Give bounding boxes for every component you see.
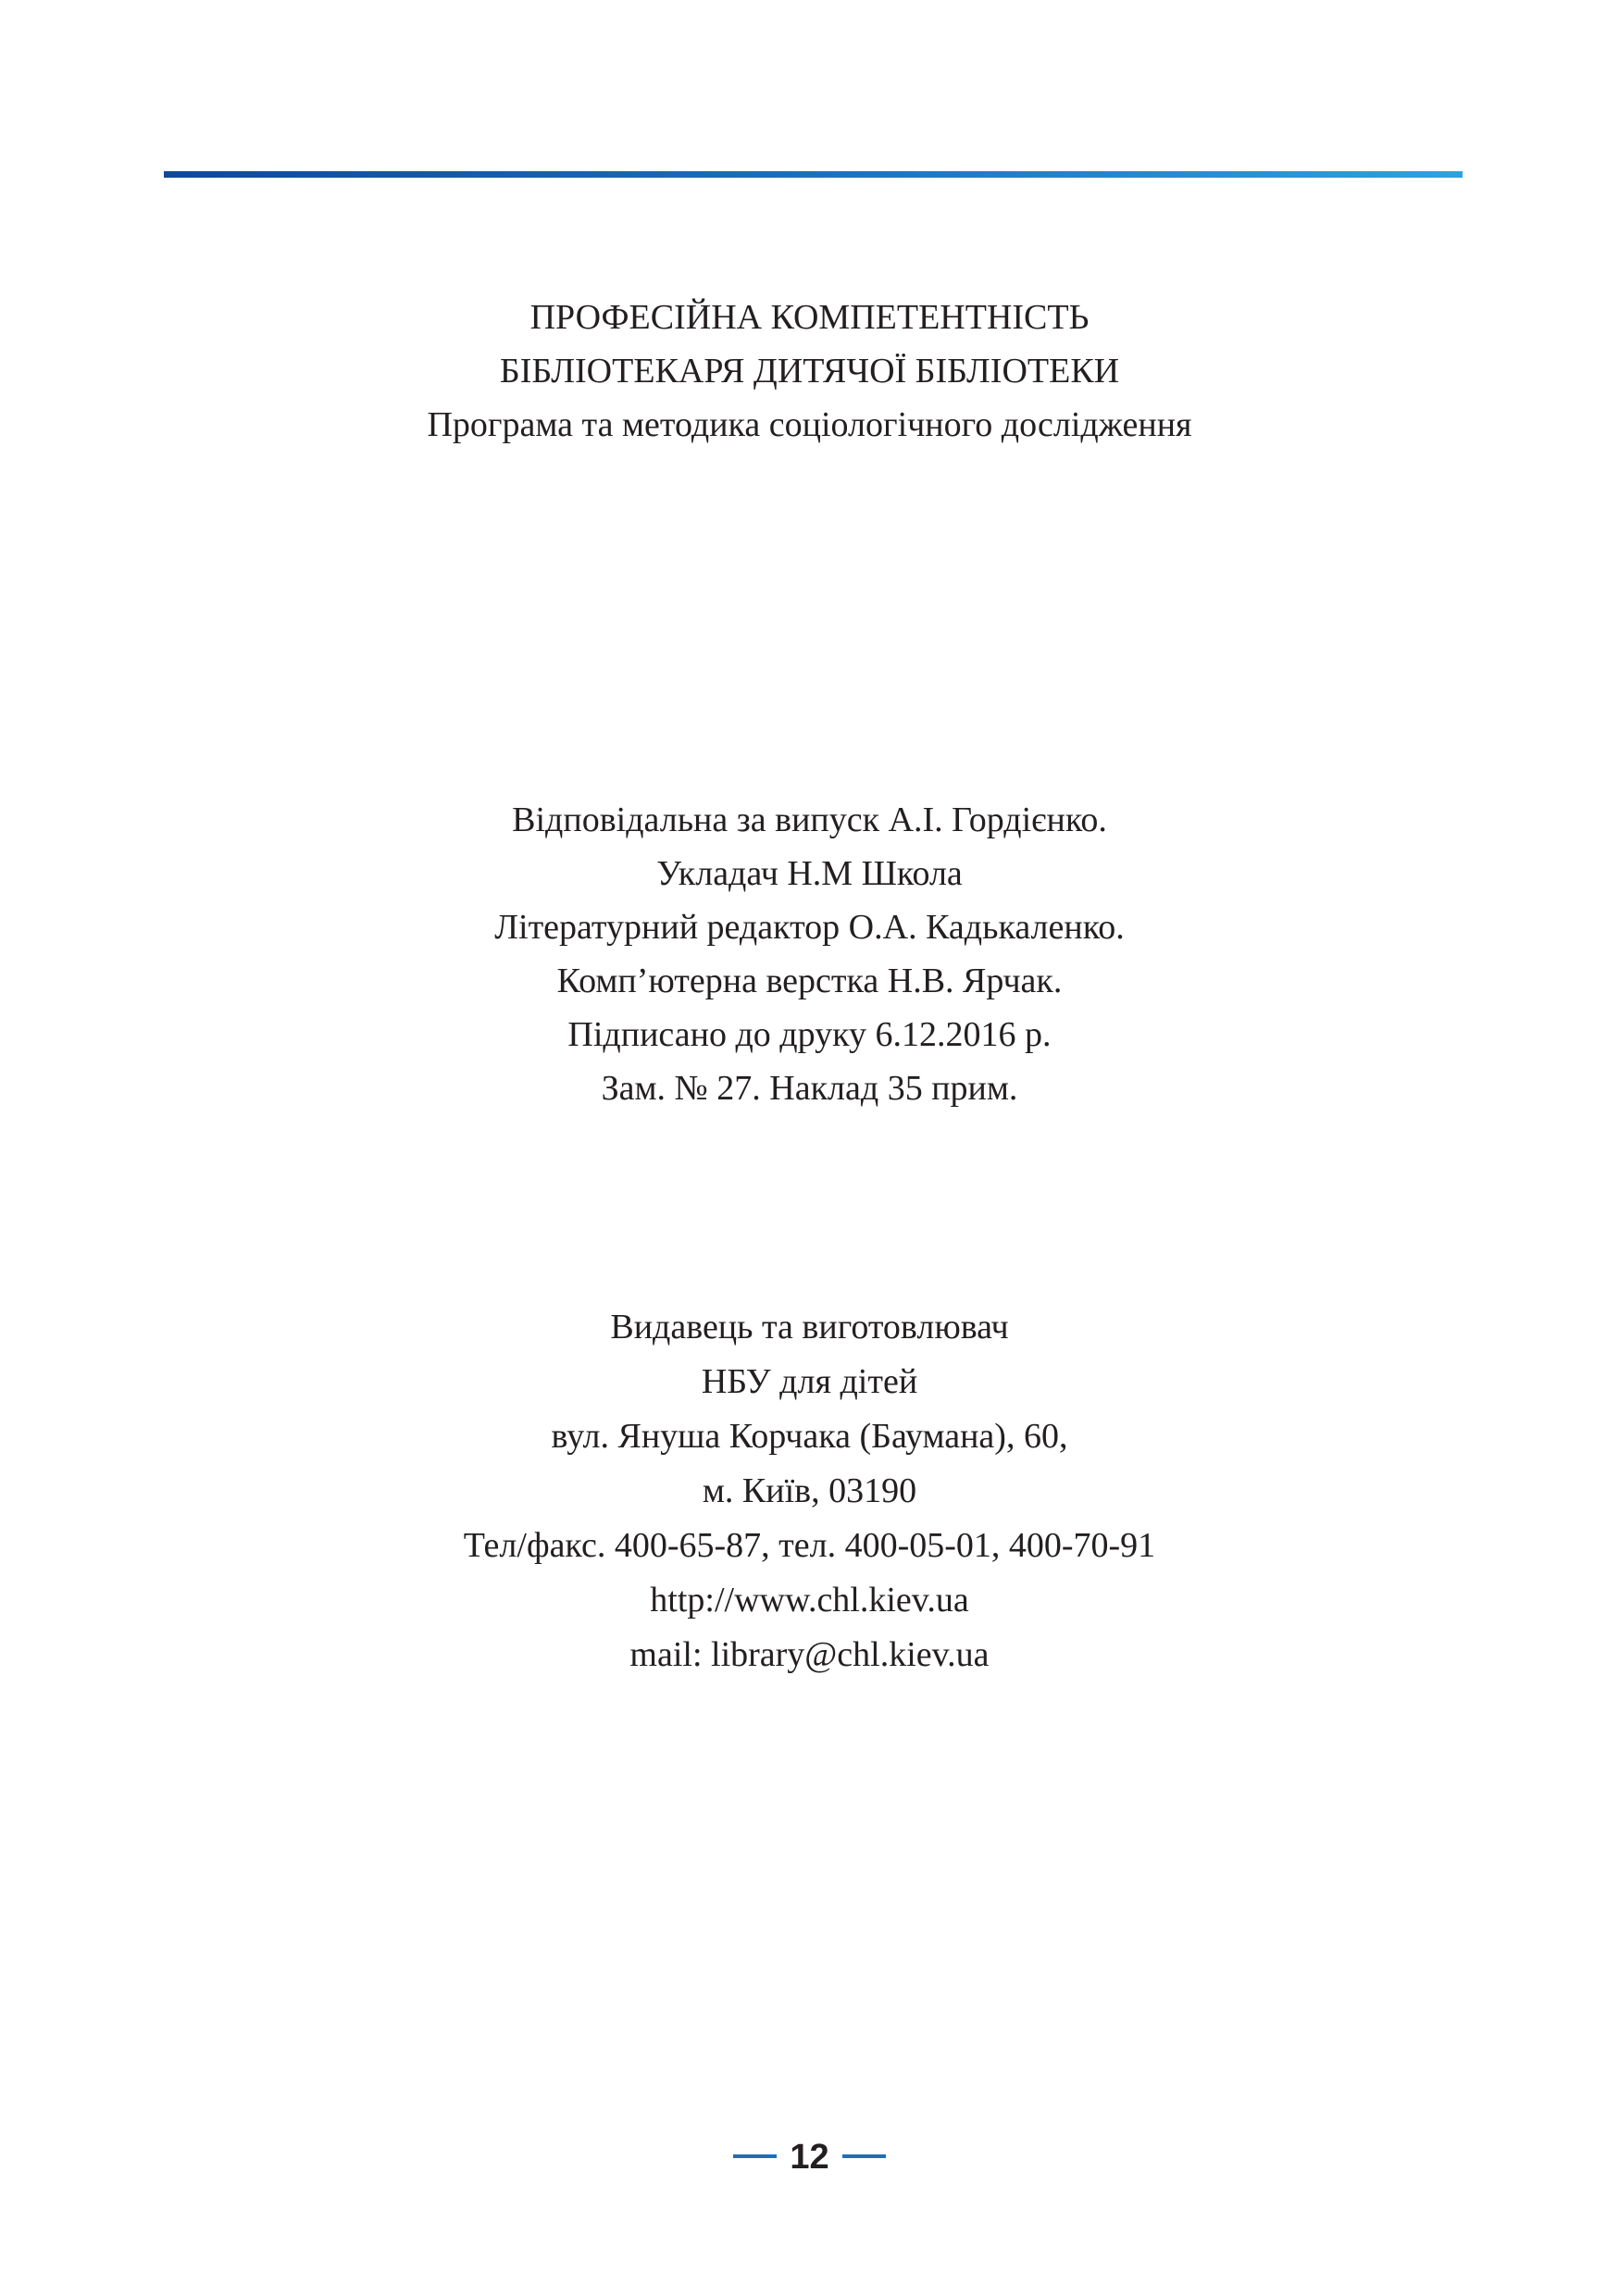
responsible-person: Відповідальна за випуск А.І. Гордієнко. xyxy=(512,800,1107,839)
publisher-phones: Тел/факс. 400-65-87, тел. 400-05-01, 400-70-91 xyxy=(463,1526,1156,1565)
title-line-1: ПРОФЕСІЙНА КОМПЕТЕНТНІСТЬ xyxy=(529,298,1090,337)
publisher-block xyxy=(0,1300,1619,1682)
title-line-2: БІБЛІОТЕКАРЯ ДИТЯЧОЇ БІБЛІОТЕКИ xyxy=(499,352,1120,391)
signed-for-print: Підписано до друку 6.12.2016 р. xyxy=(567,1015,1052,1054)
publisher-name: НБУ для дітей xyxy=(701,1362,918,1401)
publisher-street: вул. Януша Корчака (Баумана), 60, xyxy=(551,1417,1068,1456)
page-number-right-dash xyxy=(842,2154,886,2158)
title-block xyxy=(0,291,1619,452)
publisher-website[interactable]: http://www.chl.kiev.ua xyxy=(650,1581,969,1620)
computer-layout: Комп’ютерна верстка Н.В. Ярчак. xyxy=(556,962,1063,1000)
page-footer xyxy=(0,2134,1619,2180)
order-circulation: Зам. № 27. Наклад 35 прим. xyxy=(601,1069,1018,1108)
credits-block xyxy=(0,793,1619,1115)
header-rule xyxy=(164,171,1463,178)
compiler: Укладач Н.М Школа xyxy=(656,854,963,893)
publisher-city: м. Київ, 03190 xyxy=(702,1471,917,1510)
publisher-heading: Видавець та виготовлювач xyxy=(610,1308,1009,1347)
page-number: 12 xyxy=(790,2138,829,2177)
literary-editor: Літературний редактор О.А. Кадькаленко. xyxy=(494,908,1125,947)
subtitle: Програма та методика соціологічного дослідження xyxy=(427,405,1192,444)
page-number-left-dash xyxy=(733,2154,777,2158)
publisher-email[interactable]: mail: library@chl.kiev.ua xyxy=(629,1635,990,1674)
